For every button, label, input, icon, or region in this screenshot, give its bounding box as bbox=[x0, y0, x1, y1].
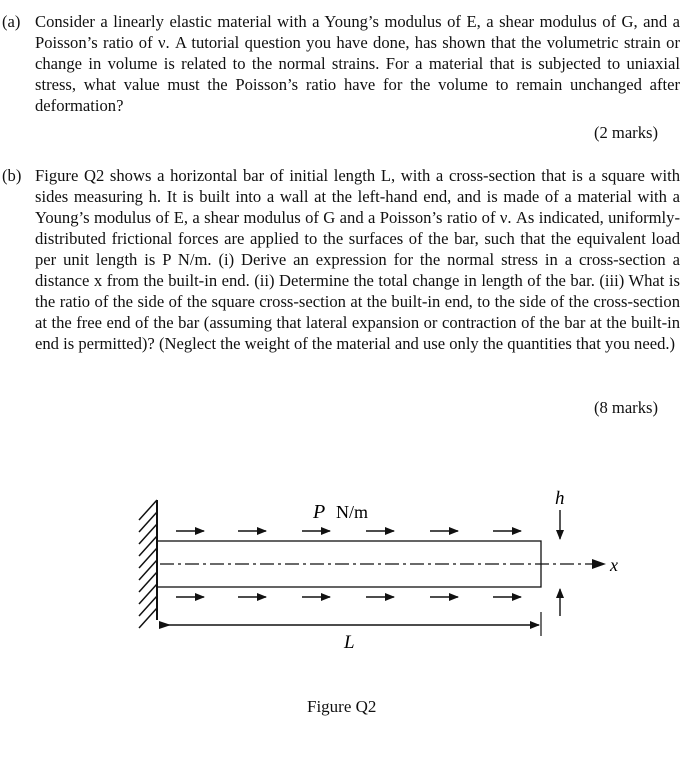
x-axis-arrow-icon bbox=[592, 559, 606, 569]
question-a-text: Consider a linearly elastic material with a Young’s modulus of E, a shear modulus of G, and a Poisson’s ratio of ν. A tutorial question you have done, has shown that the volumetric strain or change in volume is related to the normal strains. For a material that is subjected to uniaxial stress, what value must the Poisson’s ratio have for the volume to remain unchanged after deformation? bbox=[35, 12, 680, 115]
figure-caption: Figure Q2 bbox=[307, 697, 377, 716]
question-b-text: Figure Q2 shows a horizontal bar of initial length L, with a cross-section that is a square with sides measuring h. It is built into a wall at the left-hand end, and is made of a material with a Young’s modulus of E, a shear modulus of G and a Poisson’s ratio of ν. As indicated, uniformly-distributed frictional forces are applied to the surfaces of the bar, such that the equivalent load per unit length is P N/m. (i) Derive an expression for the normal stress in a cross-section a distance x from the built-in end. (ii) Determine the total change in length of the bar. (iii) What is the ratio of the side of the square cross-section at the built-in end, to the side of the cross-section at the free end of the bar (assuming that lateral expansion or contraction of the bar at the built-in end is permitted)? (Neglect the weight of the material and use only the quantities that you need.) bbox=[35, 166, 680, 353]
load-unit: N/m bbox=[336, 502, 369, 522]
question-a-marks: (2 marks) bbox=[593, 123, 658, 142]
question-b-marks: (8 marks) bbox=[593, 398, 658, 417]
figure-q2-diagram bbox=[0, 470, 692, 670]
question-b bbox=[0, 165, 680, 354]
question-a bbox=[0, 11, 680, 116]
question-a-label: (a) bbox=[2, 12, 21, 31]
load-symbol: P bbox=[313, 501, 326, 523]
h-label: h bbox=[555, 488, 565, 509]
fixed-wall bbox=[139, 500, 157, 628]
x-axis-label: x bbox=[610, 555, 618, 575]
question-b-label: (b) bbox=[2, 166, 22, 185]
L-label: L bbox=[344, 632, 355, 653]
